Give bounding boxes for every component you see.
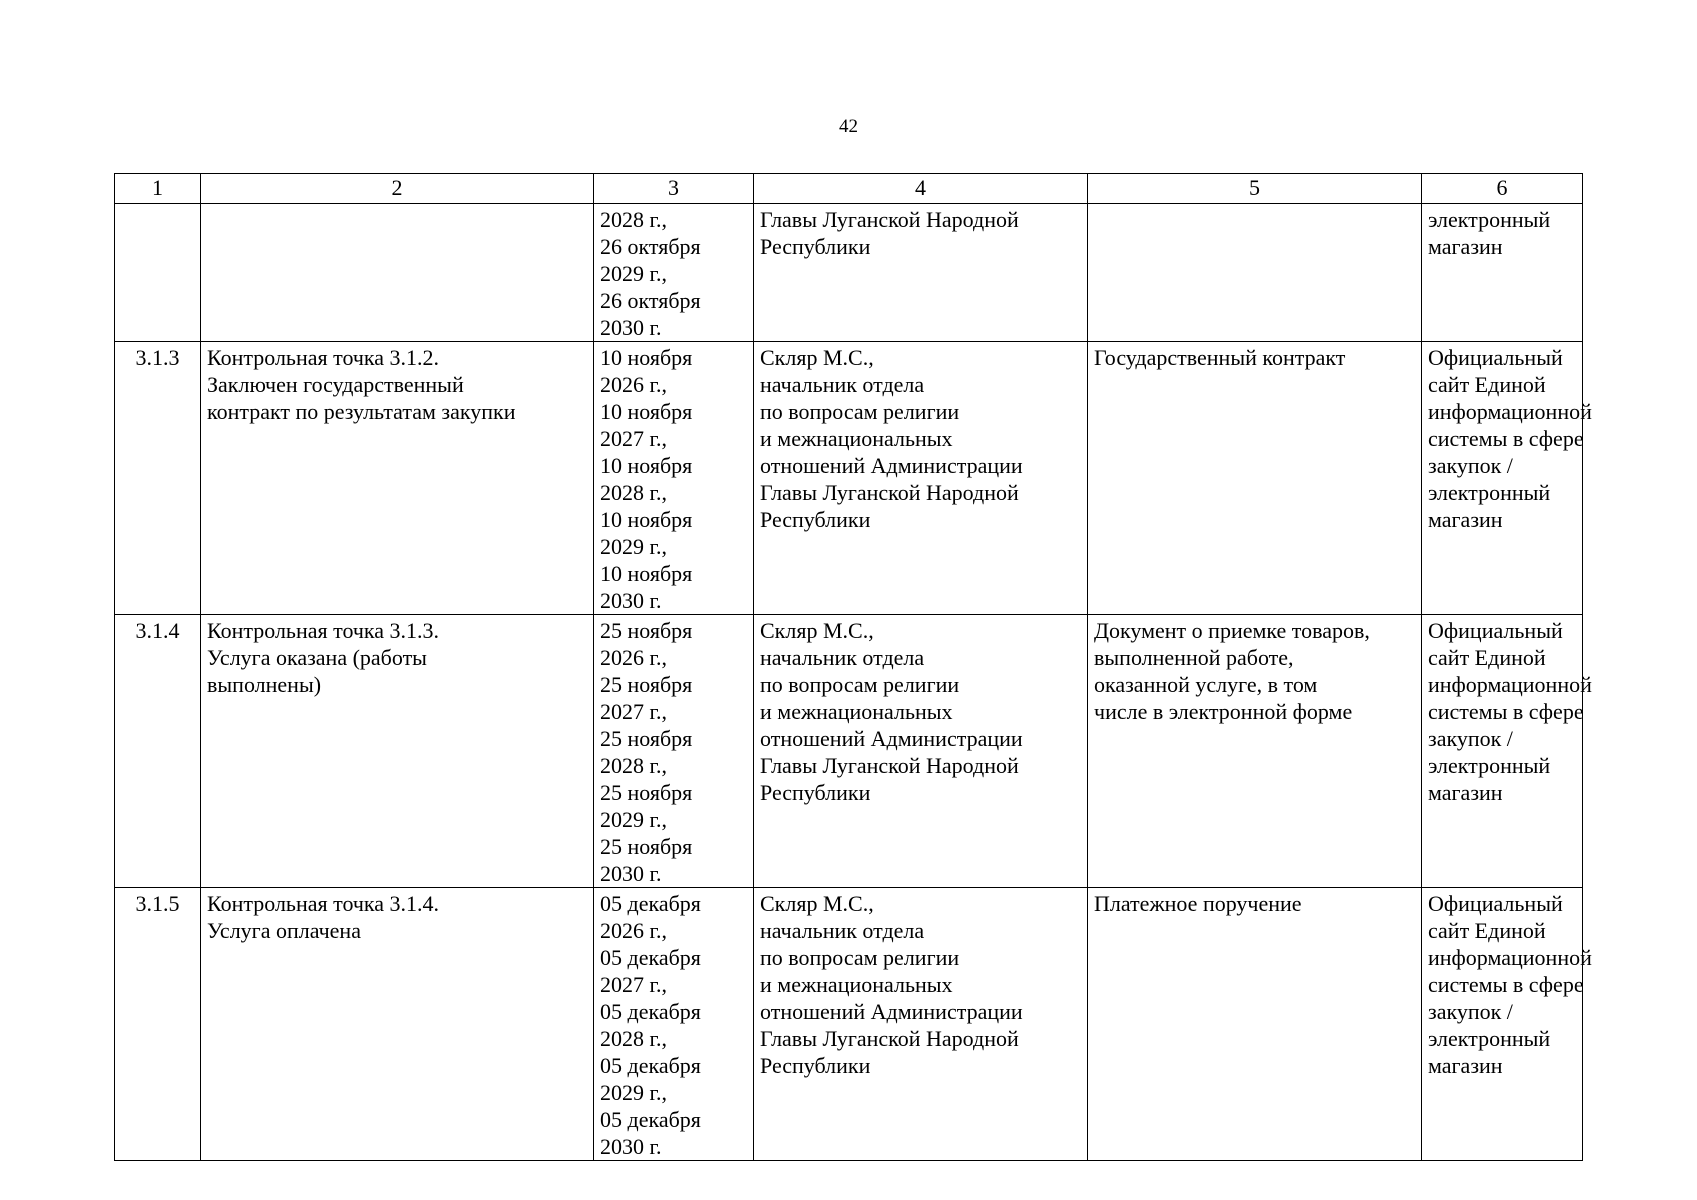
system-line: системы в сфере xyxy=(1428,972,1584,997)
responsible-line: Республики xyxy=(760,780,871,805)
deadline-line: 10 ноября xyxy=(600,453,693,478)
document-line: числе в электронной форме xyxy=(1094,699,1353,724)
system-line: магазин xyxy=(1428,780,1503,805)
system-line: закупок / xyxy=(1428,726,1513,751)
system-line: магазин xyxy=(1428,234,1503,259)
event-cell xyxy=(201,204,594,342)
system-cell xyxy=(1422,888,1592,1161)
responsible-line: начальник отдела xyxy=(760,918,925,943)
deadline-cell xyxy=(594,204,754,342)
deadline-line: 05 декабря xyxy=(600,891,701,916)
column-header-5: 5 xyxy=(1088,174,1422,204)
deadline-cell xyxy=(594,888,754,1161)
deadline-line: 2029 г., xyxy=(600,261,668,286)
event-line: Заключен государственный xyxy=(207,372,464,397)
deadline-line: 2028 г., xyxy=(600,207,668,232)
deadline-line: 25 ноября xyxy=(600,726,693,751)
deadline-line: 25 ноября xyxy=(600,618,693,643)
responsible-line: Республики xyxy=(760,234,871,259)
column-header-4: 4 xyxy=(754,174,1088,204)
deadline-line: 05 декабря xyxy=(600,945,701,970)
system-line: системы в сфере xyxy=(1428,426,1584,451)
responsible-line: и межнациональных xyxy=(760,972,953,997)
document-line: Платежное поручение xyxy=(1094,891,1302,916)
system-line: сайт Единой xyxy=(1428,645,1546,670)
system-line: закупок / xyxy=(1428,999,1513,1024)
deadline-line: 2026 г., xyxy=(600,645,668,670)
system-line: Официальный xyxy=(1428,618,1563,643)
system-line: Официальный xyxy=(1428,345,1563,370)
system-line: закупок / xyxy=(1428,453,1513,478)
system-line: информационной xyxy=(1428,945,1592,970)
deadline-line: 10 ноября xyxy=(600,561,693,586)
column-header-1: 1 xyxy=(115,174,201,204)
responsible-line: Республики xyxy=(760,507,871,532)
responsible-line: Скляр М.С., xyxy=(760,891,874,916)
responsible-line: по вопросам религии xyxy=(760,399,960,424)
column-header-3: 3 xyxy=(594,174,754,204)
row-number-cell: 3.1.4 xyxy=(115,615,201,888)
deadline-line: 25 ноября xyxy=(600,780,693,805)
responsible-line: Главы Луганской Народной xyxy=(760,753,1019,778)
page-number: 42 xyxy=(839,116,858,137)
row-number-cell: 3.1.5 xyxy=(115,888,201,1161)
system-line: информационной xyxy=(1428,672,1592,697)
deadline-line: 2029 г., xyxy=(600,1080,668,1105)
deadline-cell xyxy=(594,615,754,888)
system-line: сайт Единой xyxy=(1428,372,1546,397)
system-line: сайт Единой xyxy=(1428,918,1546,943)
deadline-line: 2028 г., xyxy=(600,1026,668,1051)
deadline-line: 25 ноября xyxy=(600,672,693,697)
system-line: электронный xyxy=(1428,753,1551,778)
table-row xyxy=(115,342,1583,615)
event-cell xyxy=(201,615,594,888)
responsible-cell xyxy=(754,615,1088,888)
document-line: оказанной услуге, в том xyxy=(1094,672,1318,697)
deadline-line: 05 декабря xyxy=(600,999,701,1024)
system-line: информационной xyxy=(1428,399,1592,424)
deadline-line: 2027 г., xyxy=(600,699,668,724)
event-line: Контрольная точка 3.1.3. xyxy=(207,618,440,643)
event-line: Контрольная точка 3.1.2. xyxy=(207,345,440,370)
deadline-line: 26 октября xyxy=(600,234,701,259)
responsible-line: отношений Администрации xyxy=(760,999,1023,1024)
deadline-line: 2030 г. xyxy=(600,588,662,613)
deadline-line: 25 ноября xyxy=(600,834,693,859)
deadline-line: 2027 г., xyxy=(600,972,668,997)
deadline-line: 2029 г., xyxy=(600,807,668,832)
responsible-line: Главы Луганской Народной xyxy=(760,207,1019,232)
responsible-line: отношений Администрации xyxy=(760,726,1023,751)
deadline-line: 2028 г., xyxy=(600,480,668,505)
responsible-cell xyxy=(754,342,1088,615)
deadline-line: 05 декабря xyxy=(600,1053,701,1078)
table-row xyxy=(115,204,1583,342)
deadline-line: 26 октября xyxy=(600,288,701,313)
responsible-line: Скляр М.С., xyxy=(760,345,874,370)
column-header-6: 6 xyxy=(1422,174,1583,204)
event-cell xyxy=(201,342,594,615)
deadline-line: 10 ноября xyxy=(600,399,693,424)
deadline-line: 10 ноября xyxy=(600,507,693,532)
document-line: выполненной работе, xyxy=(1094,645,1294,670)
responsible-line: Главы Луганской Народной xyxy=(760,480,1019,505)
responsible-line: по вопросам религии xyxy=(760,945,960,970)
document-cell xyxy=(1088,204,1422,342)
responsible-line: Главы Луганской Народной xyxy=(760,1026,1019,1051)
responsible-line: Скляр М.С., xyxy=(760,618,874,643)
responsible-line: по вопросам религии xyxy=(760,672,960,697)
control-points-table xyxy=(114,173,1592,1161)
event-cell xyxy=(201,888,594,1161)
system-line: электронный xyxy=(1428,480,1551,505)
responsible-line: и межнациональных xyxy=(760,426,953,451)
deadline-line: 2030 г. xyxy=(600,1134,662,1159)
system-line: Официальный xyxy=(1428,891,1563,916)
document-cell xyxy=(1088,888,1422,1161)
responsible-cell xyxy=(754,204,1088,342)
event-line: Услуга оказана (работы xyxy=(207,645,427,670)
row-number-cell xyxy=(115,204,201,342)
system-line: магазин xyxy=(1428,1053,1503,1078)
system-cell xyxy=(1422,615,1592,888)
responsible-line: и межнациональных xyxy=(760,699,953,724)
responsible-line: Республики xyxy=(760,1053,871,1078)
document-cell xyxy=(1088,342,1422,615)
document-line: Государственный контракт xyxy=(1094,345,1346,370)
system-line: системы в сфере xyxy=(1428,699,1584,724)
deadline-line: 10 ноября xyxy=(600,345,693,370)
system-line: магазин xyxy=(1428,507,1503,532)
column-header-2: 2 xyxy=(201,174,594,204)
deadline-line: 2030 г. xyxy=(600,861,662,886)
responsible-line: начальник отдела xyxy=(760,372,925,397)
table-row xyxy=(115,888,1583,1161)
event-line: выполнены) xyxy=(207,672,322,697)
deadline-line: 2026 г., xyxy=(600,372,668,397)
document-line: Документ о приемке товаров, xyxy=(1094,618,1370,643)
row-number-cell: 3.1.3 xyxy=(115,342,201,615)
deadline-line: 2027 г., xyxy=(600,426,668,451)
responsible-cell xyxy=(754,888,1088,1161)
deadline-line: 2028 г., xyxy=(600,753,668,778)
deadline-line: 2029 г., xyxy=(600,534,668,559)
system-line: электронный xyxy=(1428,207,1551,232)
document-cell xyxy=(1088,615,1422,888)
system-cell xyxy=(1422,204,1583,342)
deadline-line: 2026 г., xyxy=(600,918,668,943)
table-row xyxy=(115,615,1583,888)
system-cell xyxy=(1422,342,1592,615)
deadline-line: 05 декабря xyxy=(600,1107,701,1132)
event-line: Контрольная точка 3.1.4. xyxy=(207,891,440,916)
system-line: электронный xyxy=(1428,1026,1551,1051)
responsible-line: отношений Администрации xyxy=(760,453,1023,478)
header-row xyxy=(115,174,1583,204)
event-line: Услуга оплачена xyxy=(207,918,361,943)
deadline-cell xyxy=(594,342,754,615)
event-line: контракт по результатам закупки xyxy=(207,399,516,424)
deadline-line: 2030 г. xyxy=(600,315,662,340)
responsible-line: начальник отдела xyxy=(760,645,925,670)
